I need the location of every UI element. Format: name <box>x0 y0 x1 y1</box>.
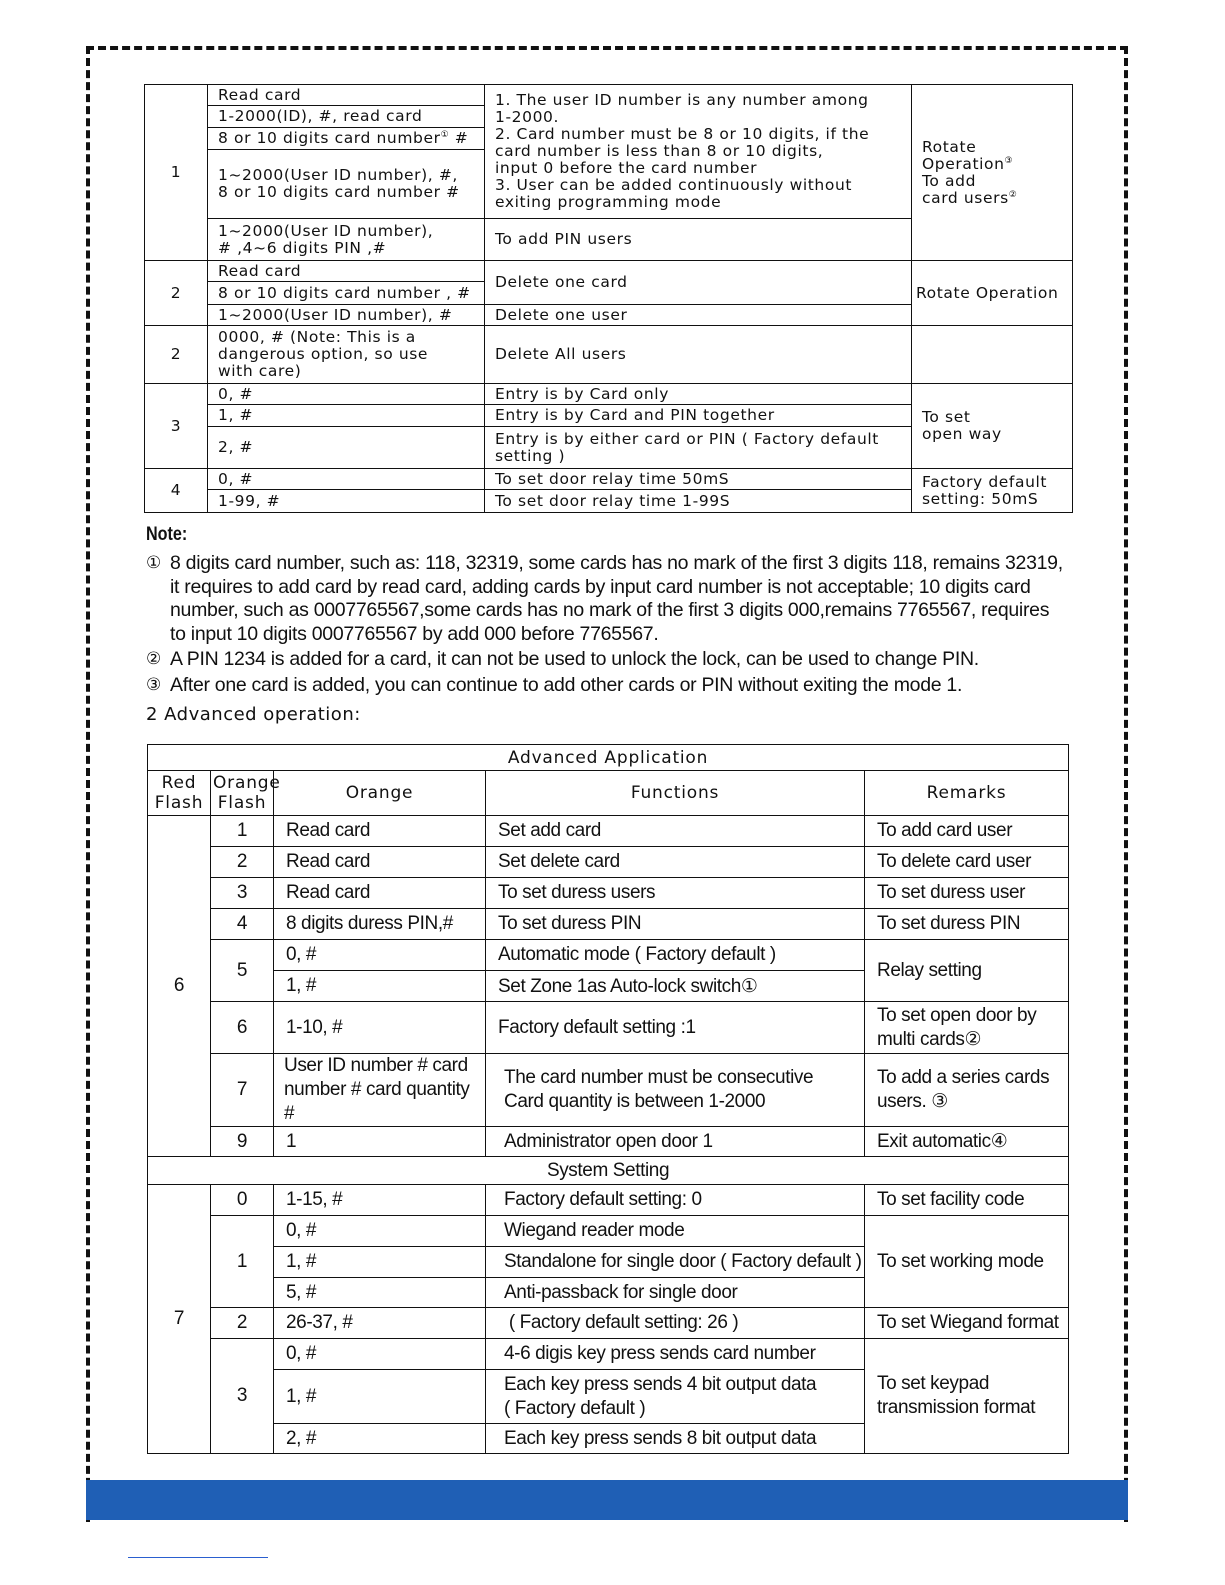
remark-cell: To set facility code <box>865 1185 1069 1216</box>
orange-cell: 1-15, # <box>274 1185 486 1216</box>
function-cell: Administrator open door 1 <box>486 1127 865 1157</box>
programming-table <box>144 84 1073 513</box>
orange-cell: 5, # <box>274 1278 486 1308</box>
footnote-mark: ② <box>1008 189 1018 200</box>
function-cell: Factory default setting :1 <box>486 1002 865 1054</box>
note-mark: ③ <box>146 674 161 695</box>
operation-cell: 1-99, # <box>208 490 485 513</box>
remark-cell: To add card user <box>865 816 1069 847</box>
note-text: A PIN 1234 is added for a card, it can not be used to unlock the lock, can be used to change PIN. <box>170 648 979 670</box>
orange-flash-cell: 6 <box>211 1002 274 1054</box>
function-cell: Factory default setting: 0 <box>486 1185 865 1216</box>
function-cell: Each key press sends 4 bit output data ( Factory default ) <box>486 1370 865 1424</box>
function-cell: Set Zone 1as Auto-lock switch① <box>486 971 865 1002</box>
function-cell: Each key press sends 8 bit output data <box>486 1424 865 1454</box>
remark-cell: To set keypad transmission format <box>865 1339 1069 1454</box>
remark-cell: To set Wiegand format <box>865 1308 1069 1339</box>
operation-cell: 0000, # (Note: This is a dangerous option, so use with care) <box>208 326 485 384</box>
function-cell: Set add card <box>486 816 865 847</box>
operation-cell: 1~2000(User ID number), # <box>208 305 485 326</box>
operation-cell: 8 or 10 digits card number , # <box>208 282 485 305</box>
function-cell: To set duress PIN <box>486 909 865 940</box>
function-cell: Automatic mode ( Factory default ) <box>486 940 865 971</box>
operation-text: # <box>449 129 469 147</box>
orange-flash-cell: 9 <box>211 1127 274 1157</box>
orange-cell: Read card <box>274 847 486 878</box>
note-mark: ① <box>146 553 161 573</box>
footer-rule <box>128 1557 268 1558</box>
column-header: Orange Flash <box>211 771 274 816</box>
remark-text: To add <box>922 171 977 190</box>
remark-cell <box>912 85 1073 261</box>
group-number: 3 <box>145 384 208 469</box>
function-cell: Anti-passback for single door <box>486 1278 865 1308</box>
orange-flash-cell: 3 <box>211 878 274 909</box>
orange-cell: Read card <box>274 878 486 909</box>
orange-flash-cell: 7 <box>211 1054 274 1127</box>
function-cell: Delete one card <box>485 261 912 305</box>
orange-cell: 0, # <box>274 1216 486 1247</box>
section-title: System Setting <box>148 1157 1069 1185</box>
remark-cell: To delete card user <box>865 847 1069 878</box>
function-cell: To set door relay time 1-99S <box>485 490 912 513</box>
operation-cell: 1, # <box>208 405 485 427</box>
orange-cell: 1, # <box>274 971 486 1002</box>
remark-cell: To add a series cards users. ③ <box>865 1054 1069 1127</box>
advanced-application-table <box>147 744 1069 1454</box>
red-flash-cell: 6 <box>148 816 211 1157</box>
group-number: 2 <box>145 326 208 384</box>
orange-flash-cell: 3 <box>211 1339 274 1454</box>
operation-cell: Read card <box>208 261 485 282</box>
table-title: Advanced Application <box>148 745 1069 771</box>
remark-text: Operation <box>922 154 1005 173</box>
function-cell: Delete All users <box>485 326 912 384</box>
orange-flash-cell: 1 <box>211 1216 274 1308</box>
remark-cell <box>912 326 1073 384</box>
section-heading: 2 Advanced operation: <box>146 704 361 725</box>
remark-text: card users <box>922 188 1009 207</box>
function-cell: 4-6 digis key press sends card number <box>486 1339 865 1370</box>
operation-cell: Read card <box>208 85 485 106</box>
orange-cell: 1 <box>274 1127 486 1157</box>
group-number: 2 <box>145 261 208 326</box>
footnote-mark: ③ <box>1004 155 1014 166</box>
operation-cell: 0, # <box>208 384 485 405</box>
function-cell: To add PIN users <box>485 219 912 261</box>
orange-flash-cell: 5 <box>211 940 274 1002</box>
orange-cell: User ID number # card number # card quantity # <box>274 1054 486 1127</box>
function-cell: Entry is by Card only <box>485 384 912 405</box>
orange-cell: 8 digits duress PIN,# <box>274 909 486 940</box>
group-number: 1 <box>145 85 208 261</box>
remark-text: Rotate <box>922 137 977 156</box>
note-text: 8 digits card number, such as: 118, 32319, some cards has no mark of the first 3 digits 118, remains 32319, it requires to add card by read card, adding cards by input card number is not acceptable; 10 digits card number, such as 0007765567,some cards has no mark of the first 3 digits 000,remains 7765567, requires to input 10 digits 0007765567 by add 000 before 7765567. <box>170 552 1063 645</box>
orange-flash-cell: 2 <box>211 847 274 878</box>
orange-flash-cell: 2 <box>211 1308 274 1339</box>
remark-cell: Relay setting <box>865 940 1069 1002</box>
orange-cell: 0, # <box>274 940 486 971</box>
operation-cell <box>208 128 485 150</box>
function-cell: Standalone for single door ( Factory default ) <box>486 1247 865 1278</box>
operation-cell: 0, # <box>208 469 485 490</box>
function-cell: Delete one user <box>485 305 912 326</box>
remark-cell: To set open way <box>912 384 1073 469</box>
orange-cell: 26-37, # <box>274 1308 486 1339</box>
remark-cell: Rotate Operation <box>912 261 1073 326</box>
function-cell: ( Factory default setting: 26 ) <box>486 1308 865 1339</box>
function-cell: Set delete card <box>486 847 865 878</box>
orange-flash-cell: 0 <box>211 1185 274 1216</box>
remark-cell: To set open door by multi cards② <box>865 1002 1069 1054</box>
remark-cell: To set duress PIN <box>865 909 1069 940</box>
function-notes-cell: 1. The user ID number is any number among 1-2000. 2. Card number must be 8 or 10 digits, if the card number is less than 8 or 10 digits, input 0 before the card number 3. User can be added continuously without exiting programming mode <box>485 85 912 219</box>
function-cell: Entry is by either card or PIN ( Factory default setting ) <box>485 427 912 469</box>
note-text: After one card is added, you can continue to add other cards or PIN without exiting the mode 1. <box>170 673 963 696</box>
remark-cell: To set working mode <box>865 1216 1069 1308</box>
function-cell: Entry is by Card and PIN together <box>485 405 912 427</box>
orange-cell: 2, # <box>274 1424 486 1454</box>
orange-flash-cell: 4 <box>211 909 274 940</box>
function-cell: To set duress users <box>486 878 865 909</box>
operation-cell: 1~2000(User ID number), #, 8 or 10 digits card number # <box>208 150 485 219</box>
remark-cell: Exit automatic④ <box>865 1127 1069 1157</box>
orange-flash-cell: 1 <box>211 816 274 847</box>
remark-cell: To set duress user <box>865 878 1069 909</box>
column-header: Red Flash <box>148 771 211 816</box>
orange-cell: 0, # <box>274 1339 486 1370</box>
operation-cell: 1-2000(ID), #, read card <box>208 106 485 128</box>
remark-cell: Factory default setting: 50mS <box>912 469 1073 513</box>
footnote-mark: ① <box>440 129 450 140</box>
orange-cell: 1, # <box>274 1370 486 1424</box>
operation-cell: 1~2000(User ID number), # ,4~6 digits PIN ,# <box>208 219 485 261</box>
orange-cell: Read card <box>274 816 486 847</box>
orange-cell: 1, # <box>274 1247 486 1278</box>
function-cell: The card number must be consecutive Card quantity is between 1-2000 <box>486 1054 865 1127</box>
column-header: Functions <box>486 771 865 816</box>
column-header: Orange <box>274 771 486 816</box>
note-item <box>146 674 1086 698</box>
operation-text: 8 or 10 digits card number <box>218 129 441 147</box>
note-mark: ② <box>146 649 161 669</box>
function-cell: Wiegand reader mode <box>486 1216 865 1247</box>
operation-cell: 2, # <box>208 427 485 469</box>
orange-cell: 1-10, # <box>274 1002 486 1054</box>
notes-block <box>146 524 1086 699</box>
group-number: 4 <box>145 469 208 513</box>
red-flash-cell: 7 <box>148 1185 211 1454</box>
bottom-color-band <box>86 1480 1128 1520</box>
note-item <box>146 552 1086 646</box>
notes-title: Note: <box>146 524 188 545</box>
function-cell: To set door relay time 50mS <box>485 469 912 490</box>
note-item <box>146 648 1086 672</box>
column-header: Remarks <box>865 771 1069 816</box>
